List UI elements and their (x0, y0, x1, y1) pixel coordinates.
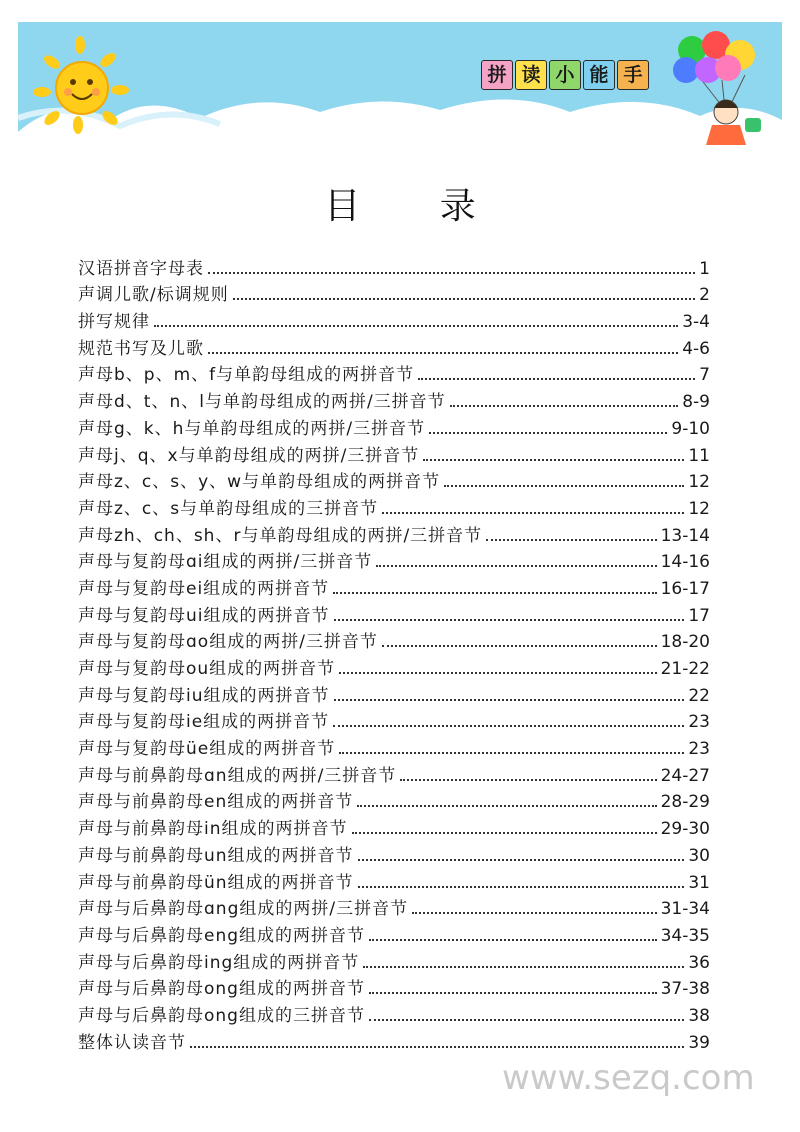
toc-entry-page: 24-27 (660, 765, 710, 786)
badge-char: 小 (549, 60, 581, 90)
toc-entry[interactable] (78, 385, 710, 412)
toc-entry-page: 1 (699, 258, 710, 279)
dot-leader (412, 911, 657, 914)
dot-leader (352, 831, 657, 834)
toc-entry-page: 18-20 (660, 632, 710, 653)
watermark: www.sezq.com (502, 1058, 755, 1098)
dot-leader (363, 965, 684, 968)
toc-entry-label: 声母z、c、s与单韵母组成的三拼音节 (78, 498, 379, 519)
toc-entry[interactable] (78, 519, 710, 546)
dot-leader (382, 644, 657, 647)
dot-leader (400, 778, 656, 781)
toc-entry-page: 31 (688, 872, 710, 893)
toc-entry-page: 2 (699, 285, 710, 306)
toc-entry-page: 23 (688, 712, 710, 733)
toc-entry-page: 21-22 (660, 659, 710, 679)
toc-entry-page: 38 (688, 1005, 710, 1026)
toc-entry[interactable] (78, 679, 710, 706)
toc-entry[interactable] (78, 812, 710, 839)
toc-entry-label: 整体认读音节 (78, 1032, 186, 1053)
toc-entry-page: 37-38 (660, 979, 710, 1000)
toc-entry-label: 声母与复韵母ɑi组成的两拼/三拼音节 (78, 552, 373, 573)
toc-entry-label: 声母g、k、h与单韵母组成的两拼/三拼音节 (78, 418, 426, 439)
toc-entry-label: 声调儿歌/标调规则 (78, 285, 229, 306)
toc-entry[interactable] (78, 599, 710, 626)
table-of-contents (78, 252, 710, 1053)
toc-entry[interactable] (78, 652, 710, 679)
dot-leader (418, 377, 695, 380)
toc-entry-page: 29-30 (660, 819, 710, 840)
toc-entry-label: 声母与前鼻韵母ɑn组成的两拼/三拼音节 (78, 765, 397, 786)
badge-char: 手 (617, 60, 649, 90)
dot-leader (339, 671, 656, 674)
toc-entry-label: 声母j、q、x与单韵母组成的两拼/三拼音节 (78, 445, 420, 466)
toc-entry-page: 14-16 (660, 552, 710, 573)
toc-entry-label: 声母d、t、n、l与单韵母组成的两拼/三拼音节 (78, 392, 446, 413)
toc-entry[interactable] (78, 1026, 710, 1053)
toc-entry-page: 12 (688, 498, 710, 519)
dot-leader (357, 804, 656, 807)
badge-title (481, 60, 649, 90)
toc-entry-page: 12 (688, 472, 710, 493)
toc-entry[interactable] (78, 839, 710, 866)
toc-entry-label: 声母与复韵母ui组成的两拼音节 (78, 605, 330, 626)
dot-leader (208, 351, 678, 354)
toc-entry-label: 声母b、p、m、f与单韵母组成的两拼音节 (78, 365, 415, 386)
toc-entry-label: 声母zh、ch、sh、r与单韵母组成的两拼/三拼音节 (78, 525, 483, 546)
dot-leader (333, 591, 656, 594)
toc-entry-label: 声母与前鼻韵母un组成的两拼音节 (78, 845, 354, 866)
toc-entry[interactable] (78, 946, 710, 973)
toc-entry-page: 3-4 (682, 312, 710, 333)
toc-entry[interactable] (78, 546, 710, 573)
toc-entry-label: 拼写规律 (78, 312, 150, 333)
toc-entry-page: 8-9 (682, 392, 710, 413)
toc-entry-label: 声母与复韵母ei组成的两拼音节 (78, 578, 330, 599)
toc-entry-label: 规范书写及儿歌 (78, 338, 204, 359)
dot-leader (358, 885, 685, 888)
dot-leader (334, 618, 685, 621)
toc-entry-label: 声母与复韵母ou组成的两拼音节 (78, 659, 336, 679)
toc-entry[interactable] (78, 252, 710, 279)
dot-leader (208, 271, 695, 274)
toc-entry-page: 11 (688, 445, 710, 466)
toc-entry-label: 声母与前鼻韵母en组成的两拼音节 (78, 792, 354, 813)
toc-entry[interactable] (78, 492, 710, 519)
toc-entry-page: 28-29 (660, 792, 710, 813)
header-banner (0, 0, 800, 175)
toc-entry-page: 31-34 (660, 899, 710, 920)
toc-entry[interactable] (78, 279, 710, 306)
toc-entry-page: 22 (688, 685, 710, 706)
dot-leader (376, 564, 656, 567)
toc-entry[interactable] (78, 732, 710, 759)
dot-leader (429, 431, 667, 434)
dot-leader (358, 858, 685, 861)
toc-entry-label: 声母与前鼻韵母in组成的两拼音节 (78, 819, 348, 840)
toc-entry[interactable] (78, 439, 710, 466)
toc-entry-page: 7 (699, 365, 710, 386)
dot-leader (423, 458, 684, 461)
sky-cloud-banner (0, 0, 800, 175)
dot-leader (334, 698, 685, 701)
toc-entry[interactable] (78, 999, 710, 1026)
toc-entry-label: 声母与复韵母iu组成的两拼音节 (78, 685, 330, 706)
toc-entry[interactable] (78, 866, 710, 893)
toc-entry[interactable] (78, 973, 710, 1000)
dot-leader (339, 751, 684, 754)
toc-entry-page: 13-14 (660, 525, 710, 546)
toc-entry-label: 声母z、c、s、y、w与单韵母组成的两拼音节 (78, 472, 441, 493)
toc-entry-page: 17 (688, 605, 710, 626)
dot-leader (233, 297, 695, 300)
toc-entry[interactable] (78, 759, 710, 786)
toc-entry[interactable] (78, 466, 710, 493)
toc-entry[interactable] (78, 919, 710, 946)
dot-leader (450, 404, 679, 407)
badge-char: 读 (515, 60, 547, 90)
toc-entry-page: 30 (688, 845, 710, 866)
dot-leader (444, 484, 684, 487)
toc-entry[interactable] (78, 626, 710, 653)
dot-leader (333, 724, 684, 727)
toc-entry[interactable] (78, 893, 710, 920)
toc-entry[interactable] (78, 706, 710, 733)
toc-entry-label: 声母与后鼻韵母ing组成的两拼音节 (78, 952, 360, 973)
toc-entry-label: 声母与后鼻韵母ong组成的三拼音节 (78, 1005, 365, 1026)
badge-char: 拼 (481, 60, 513, 90)
dot-leader (382, 511, 684, 514)
dot-leader (369, 991, 657, 994)
page-title: 目 录 (324, 186, 510, 227)
toc-entry-page: 16-17 (660, 578, 710, 599)
toc-entry-label: 声母与后鼻韵母ong组成的两拼音节 (78, 979, 365, 1000)
toc-entry-label: 声母与前鼻韵母ün组成的两拼音节 (78, 872, 354, 893)
toc-entry-label: 声母与后鼻韵母ɑng组成的两拼/三拼音节 (78, 899, 409, 920)
dot-leader (486, 538, 656, 541)
toc-entry[interactable] (78, 412, 710, 439)
toc-entry-page: 9-10 (671, 418, 710, 439)
toc-entry[interactable] (78, 359, 710, 386)
toc-entry-label: 声母与复韵母üe组成的两拼音节 (78, 739, 336, 760)
toc-entry-page: 23 (688, 739, 710, 760)
toc-entry-label: 声母与复韵母ɑo组成的两拼/三拼音节 (78, 632, 378, 653)
dot-leader (369, 1018, 684, 1021)
toc-entry-label: 汉语拼音字母表 (78, 258, 204, 279)
dot-leader (369, 938, 657, 941)
toc-entry[interactable] (78, 332, 710, 359)
toc-entry-page: 36 (688, 952, 710, 973)
toc-entry[interactable] (78, 305, 710, 332)
toc-entry-label: 声母与复韵母ie组成的两拼音节 (78, 712, 330, 733)
toc-entry-page: 39 (688, 1032, 710, 1053)
toc-entry[interactable] (78, 786, 710, 813)
dot-leader (154, 324, 678, 327)
toc-entry-page: 34-35 (660, 925, 710, 946)
badge-char: 能 (583, 60, 615, 90)
toc-entry-page: 4-6 (682, 338, 710, 359)
toc-entry-label: 声母与后鼻韵母eng组成的两拼音节 (78, 925, 366, 946)
toc-entry[interactable] (78, 572, 710, 599)
dot-leader (190, 1045, 684, 1048)
